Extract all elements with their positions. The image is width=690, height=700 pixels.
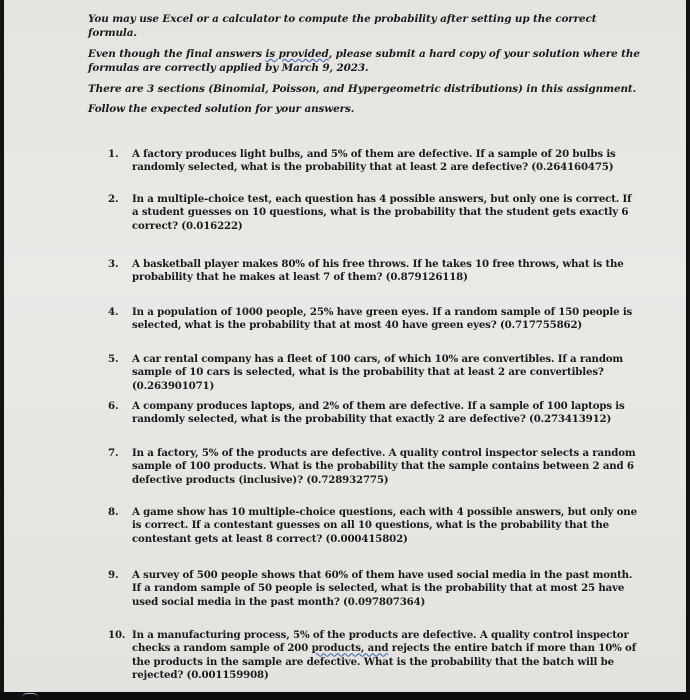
question-number: 9.	[108, 569, 119, 581]
question-item	[108, 569, 638, 609]
question-item	[108, 193, 638, 233]
question-number: 10.	[108, 629, 126, 641]
question-number: 2.	[108, 193, 119, 205]
grammar-flagged-phrase: is provided	[265, 47, 329, 60]
question-text: A survey of 500 people shows that 60% of them have used social media in the past month. If a random sample of 50 people is selected, what is the probability that at most 25 have used social media in the past month? (0.097807364)	[132, 569, 633, 608]
question-item	[108, 400, 638, 427]
question-text	[132, 629, 638, 682]
question-item	[108, 148, 638, 175]
question-text: A car rental company has a fleet of 100 cars, of which 10% are convertibles. If a random sample of 10 cars is selected, what is the probability that at least 2 are convertibles? (0.263901071)	[132, 353, 624, 392]
corner-mark	[22, 693, 38, 698]
question-number: 6.	[108, 400, 119, 412]
question-item	[108, 306, 638, 333]
question-number: 3.	[108, 258, 119, 270]
question-item	[108, 353, 638, 393]
instruction-follow: Follow the expected solution for your answers.	[88, 103, 355, 116]
question-text: A company produces laptops, and 2% of them are defective. If a sample of 100 laptops is randomly selected, what is the probability that exactly 2 are defective? (0.273413912)	[132, 400, 625, 426]
question-item	[108, 629, 638, 682]
instruction-calculator: You may use Excel or a calculator to compute the probability after setting up the correct formula.	[88, 13, 597, 40]
question-text-part1: In a manufacturing process, 5% of the products are defective. A quality control inspector checks a random sample of 200	[132, 629, 629, 655]
question-number: 7.	[108, 447, 119, 459]
question-number: 8.	[108, 506, 119, 518]
question-number: 4.	[108, 306, 119, 318]
question-text: A game show has 10 multiple-choice questions, each with 4 possible answers, but only one is correct. If a contestant guesses on all 10 questions, what is the probability that the contestant gets at least 8 correct? (0.000415802)	[132, 506, 637, 545]
bottom-edge	[0, 692, 690, 700]
question-item	[108, 258, 638, 285]
question-item	[108, 447, 638, 487]
assignment-page	[4, 0, 686, 692]
question-item	[108, 506, 638, 546]
question-text-part2: rejects the entire batch if more than 10% of the products in the sample are defective. What is the probability that the batch will be rejected? (0.001159908)	[132, 642, 636, 681]
question-text: In a multiple-choice test, each question has 4 possible answers, but only one is correct. If a student guesses on 10 questions, what is the probability that the student gets exactly 6 correct? (0.016222)	[132, 193, 632, 232]
question-number: 5.	[108, 353, 119, 365]
question-text: A factory produces light bulbs, and 5% of them are defective. If a sample of 20 bulbs is randomly selected, what is the probability that at least 2 are defective? (0.264160475)	[132, 148, 616, 174]
question-text: In a factory, 5% of the products are defective. A quality control inspector selects a random sample of 100 products. What is the probability that the sample contains between 2 and 6 defective products (inclusive)? (0.728932775)	[132, 447, 636, 486]
instruction-submission-part1: Even though the final answers	[88, 47, 266, 60]
grammar-flagged-phrase: products, and	[311, 642, 389, 655]
question-number: 1.	[108, 148, 119, 160]
question-text: A basketball player makes 80% of his free throws. If he takes 10 free throws, what is the probability that he makes at least 7 of them? (0.879126118)	[132, 258, 624, 284]
question-text: In a population of 1000 people, 25% have green eyes. If a random sample of 150 people is selected, what is the probability that at most 40 have green eyes? (0.717755862)	[132, 306, 633, 332]
instructions-block	[88, 12, 648, 123]
instruction-sections: There are 3 sections (Binomial, Poisson, and Hypergeometric distributions) in this assignment.	[88, 82, 637, 95]
instruction-submission	[88, 47, 648, 76]
instruction-submission-part2: , please submit a hard copy of your solution where the formulas are correctly applied by March 9, 2023.	[88, 47, 640, 75]
